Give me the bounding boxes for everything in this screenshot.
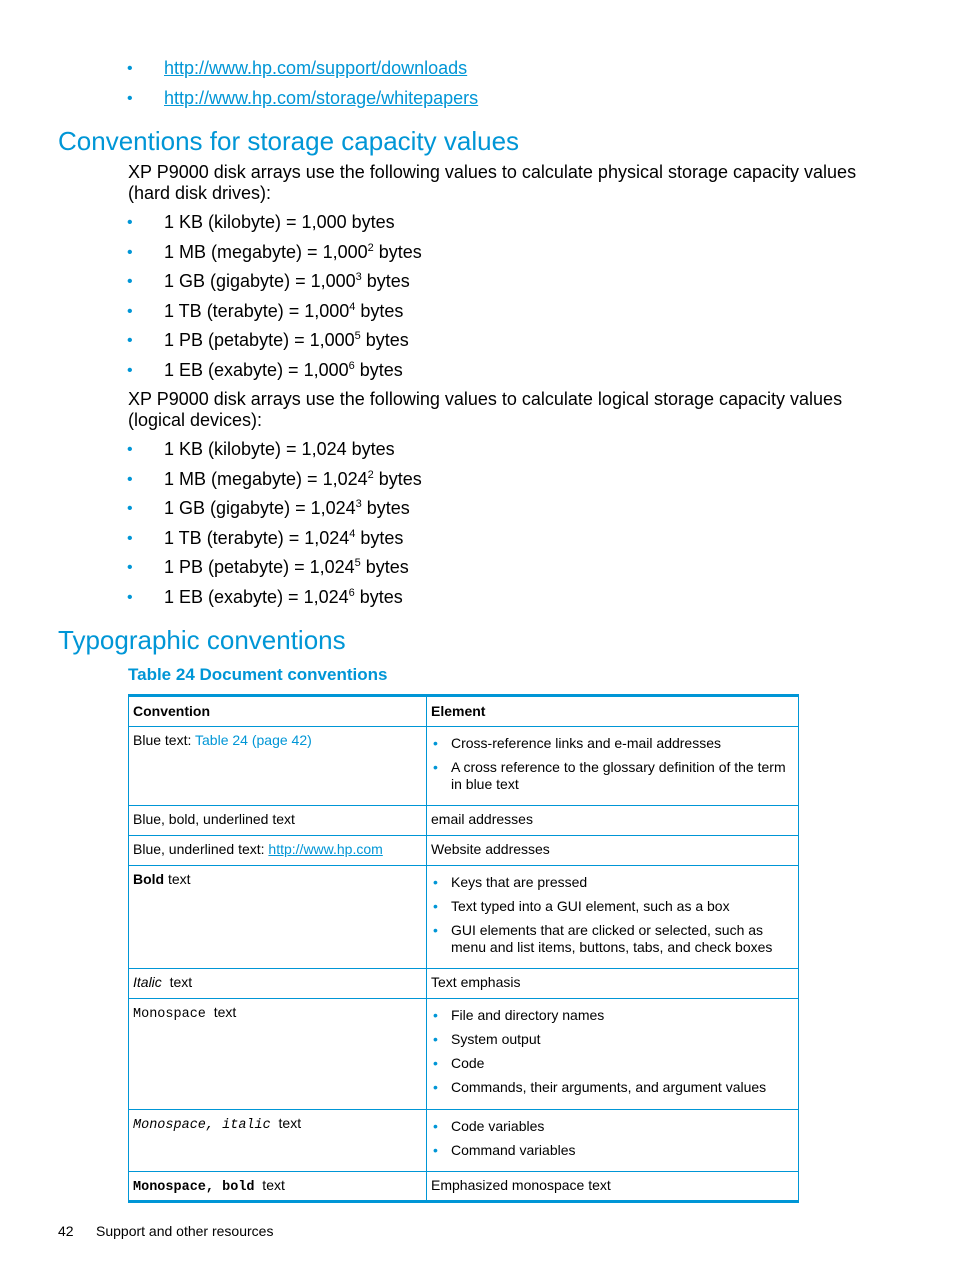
bullet-icon: • bbox=[433, 759, 438, 775]
capacity-value: 1 MB (megabyte) = $1,000^2$ bytes bbox=[164, 241, 422, 262]
bullet-icon: • bbox=[433, 1118, 438, 1134]
bullet-icon: • bbox=[433, 1007, 438, 1023]
bullet-icon: • bbox=[127, 441, 133, 458]
bullet-icon: • bbox=[127, 588, 133, 606]
list-item bbox=[0, 242, 954, 272]
list-item bbox=[0, 360, 954, 390]
table-row bbox=[129, 866, 799, 969]
table-caption: Table 24 Document conventions bbox=[128, 665, 388, 684]
column-header-convention: Convention bbox=[129, 696, 427, 727]
list-item: • Code variables bbox=[433, 1118, 545, 1134]
bullet-icon: • bbox=[127, 302, 133, 320]
bullet-icon: • bbox=[127, 89, 133, 107]
convention-cell: Monospace, italic text bbox=[129, 1110, 427, 1172]
capacity-value: 1 TB (terabyte) = $1,000^4$ bytes bbox=[164, 300, 404, 321]
capacity-value: 1 KB (kilobyte) = 1,024 bytes bbox=[164, 439, 395, 459]
table-row bbox=[129, 727, 799, 806]
element-cell bbox=[427, 727, 799, 806]
list-item bbox=[0, 469, 954, 499]
list-item bbox=[0, 58, 954, 88]
bullet-icon: • bbox=[127, 361, 133, 379]
bullet-icon: • bbox=[433, 1031, 438, 1047]
footer-section-title: Support and other resources bbox=[96, 1223, 274, 1239]
list-item: • System output bbox=[433, 1031, 541, 1047]
bullet-icon: • bbox=[127, 332, 133, 349]
list-item: • GUI elements that are clicked or selected, such as menu and list items, buttons, tabs, and check boxes bbox=[433, 922, 773, 955]
page-footer bbox=[58, 1223, 273, 1239]
capacity-value: 1 GB (gigabyte) = $1,000^3$ bytes bbox=[164, 271, 410, 291]
bullet-icon: • bbox=[127, 500, 133, 517]
convention-cell: Bold text bbox=[129, 866, 427, 969]
list-item: • Cross-reference links and e-mail addresses bbox=[433, 735, 721, 751]
element-cell: Website addresses bbox=[427, 836, 799, 866]
table-row bbox=[129, 1110, 799, 1172]
bullet-icon: • bbox=[433, 898, 438, 914]
bullet-icon: • bbox=[433, 735, 438, 751]
table-row bbox=[129, 969, 799, 999]
capacity-value: 1 EB (exabyte) = $1,000^6$ bytes bbox=[164, 359, 403, 380]
element-cell: Emphasized monospace text bbox=[427, 1172, 799, 1202]
element-cell: email addresses bbox=[427, 806, 799, 836]
list-item bbox=[0, 212, 954, 242]
list-item bbox=[0, 587, 954, 617]
capacity-value: 1 PB (petabyte) = $1,024^5$ bytes bbox=[164, 557, 409, 577]
table-row bbox=[129, 806, 799, 836]
capacity-value: 1 PB (petabyte) = $1,000^5$ bytes bbox=[164, 330, 409, 350]
column-header-element: Element bbox=[427, 696, 799, 727]
element-cell bbox=[427, 1110, 799, 1172]
list-item bbox=[0, 88, 954, 118]
convention-cell: Blue, underlined text: http://www.hp.com bbox=[129, 836, 427, 866]
list-item bbox=[0, 528, 954, 558]
capacity-value: 1 MB (megabyte) = $1,024^2$ bytes bbox=[164, 468, 422, 489]
table-row bbox=[129, 1172, 799, 1202]
bullet-icon: • bbox=[127, 60, 133, 77]
list-item: • Command variables bbox=[433, 1142, 576, 1158]
convention-cell: Monospace text bbox=[129, 999, 427, 1110]
convention-cell: Italic text bbox=[129, 969, 427, 999]
capacity-value: 1 EB (exabyte) = $1,024^6$ bytes bbox=[164, 586, 403, 607]
bullet-icon: • bbox=[433, 1055, 438, 1071]
list-item bbox=[0, 498, 954, 528]
physical-intro: XP P9000 disk arrays use the following values to calculate physical storage capacity values (hard disk drives): bbox=[128, 162, 857, 203]
table-row bbox=[129, 836, 799, 866]
convention-cell: Blue, bold, underlined text bbox=[129, 806, 427, 836]
convention-cell: Blue text: Table 24 (page 42) bbox=[129, 727, 427, 806]
capacity-value: 1 GB (gigabyte) = $1,024^3$ bytes bbox=[164, 498, 410, 518]
list-item: • Code bbox=[433, 1055, 485, 1071]
conventions-table bbox=[128, 694, 799, 1203]
whitepapers-link[interactable]: http://www.hp.com/storage/whitepapers bbox=[164, 87, 479, 108]
logical-intro: XP P9000 disk arrays use the following values to calculate logical storage capacity values (logical devices): bbox=[128, 389, 843, 430]
bullet-icon: • bbox=[127, 529, 133, 547]
convention-cell: Monospace, bold text bbox=[129, 1172, 427, 1202]
list-item bbox=[0, 301, 954, 331]
bullet-icon: • bbox=[127, 470, 133, 488]
logical-capacity-list bbox=[0, 439, 954, 616]
bullet-icon: • bbox=[433, 922, 438, 938]
list-item bbox=[0, 439, 954, 469]
element-cell bbox=[427, 999, 799, 1110]
list-item bbox=[0, 271, 954, 301]
typographic-heading: Typographic conventions bbox=[58, 625, 346, 655]
bullet-icon: • bbox=[433, 874, 438, 890]
element-cell: Text emphasis bbox=[427, 969, 799, 999]
table-row bbox=[129, 999, 799, 1110]
capacity-value: 1 TB (terabyte) = $1,024^4$ bytes bbox=[164, 527, 404, 548]
page-number: 42 bbox=[58, 1223, 74, 1239]
hp-website-link[interactable]: http://www.hp.com bbox=[268, 841, 383, 857]
bullet-icon: • bbox=[127, 559, 133, 576]
list-item bbox=[0, 330, 954, 360]
bullet-icon: • bbox=[127, 214, 133, 231]
list-item: • Text typed into a GUI element, such as a box bbox=[433, 898, 730, 914]
list-item: • Keys that are pressed bbox=[433, 874, 588, 890]
capacity-value: 1 KB (kilobyte) = 1,000 bytes bbox=[164, 212, 395, 232]
cross-reference-link[interactable]: Table 24 (page 42) bbox=[195, 732, 312, 748]
list-item: • A cross reference to the glossary definition of the term in blue text bbox=[433, 759, 786, 792]
downloads-link[interactable]: http://www.hp.com/support/downloads bbox=[164, 58, 468, 78]
bullet-icon: • bbox=[433, 1142, 438, 1158]
bullet-icon: • bbox=[127, 243, 133, 261]
table-header-row bbox=[129, 696, 799, 727]
resource-links bbox=[0, 58, 954, 117]
element-cell bbox=[427, 866, 799, 969]
list-item: • Commands, their arguments, and argument values bbox=[433, 1079, 767, 1095]
bullet-icon: • bbox=[127, 273, 133, 290]
list-item bbox=[0, 557, 954, 587]
physical-capacity-list bbox=[0, 212, 954, 389]
bullet-icon: • bbox=[433, 1079, 438, 1095]
list-item: • File and directory names bbox=[433, 1007, 605, 1023]
capacity-heading: Conventions for storage capacity values bbox=[58, 126, 520, 156]
